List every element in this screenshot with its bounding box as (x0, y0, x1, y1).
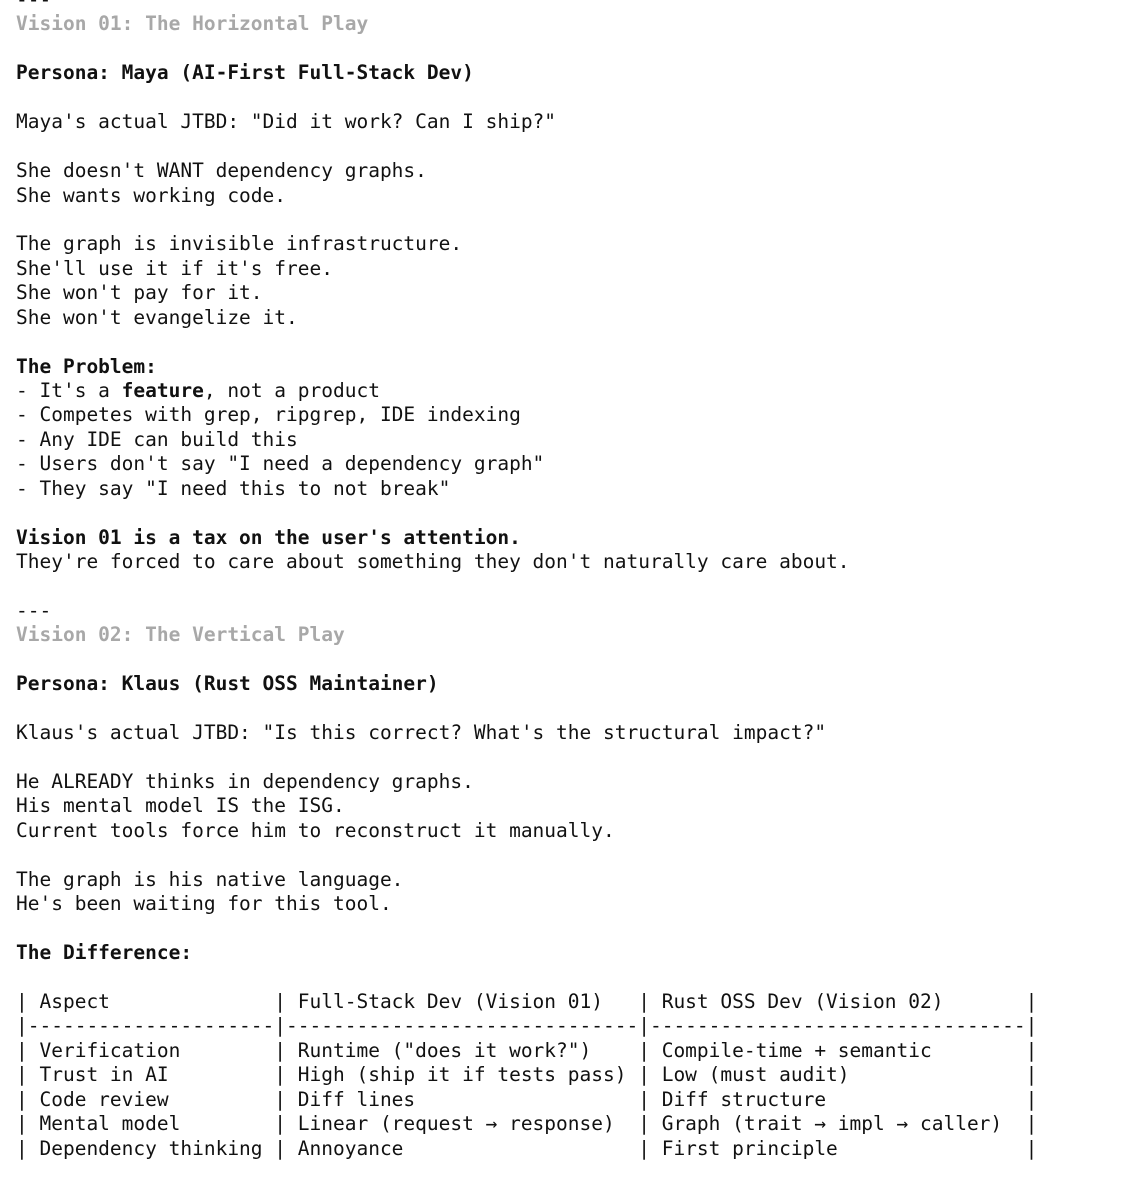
vision-1-conclusion: They're forced to care about something they don't naturally care about. (16, 550, 850, 574)
problem-item-suffix: , not a product (203, 379, 380, 402)
problem-item: - Competes with grep, ripgrep, IDE indexing (16, 403, 521, 427)
table-row: | Code review | Diff lines | Diff structure | (16, 1087, 1038, 1111)
vision-2-jtbd: Klaus's actual JTBD: "Is this correct? What's the structural impact?" (16, 721, 827, 745)
vision-2-line: He's been waiting for this tool. (16, 892, 392, 916)
vision-1-line: She wants working code. (16, 183, 287, 207)
table-row: | Trust in AI | High (ship it if tests pass) | Low (must audit) | (16, 1063, 1038, 1087)
table-row: | Dependency thinking | Annoyance | First principle | (16, 1136, 1038, 1160)
difference-heading: The Difference: (16, 941, 193, 965)
vision-1-line: She'll use it if it's free. (16, 256, 333, 280)
vision-2-line: He ALREADY thinks in dependency graphs. (16, 770, 474, 793)
vision-2-line: His mental model IS the ISG. (16, 794, 345, 818)
problem-heading: The Problem: (16, 354, 157, 378)
table-row: | Verification | Runtime ("does it work?") | Compile-time + semantic | (16, 1038, 1038, 1062)
vision-1-line: She won't evangelize it. (16, 305, 298, 329)
problem-item (16, 379, 1132, 403)
comparison-table (16, 990, 1132, 1161)
problem-item: - Users don't say "I need a dependency graph" (16, 452, 545, 476)
vision-1-persona: Persona: Maya (AI-First Full-Stack Dev) (16, 61, 474, 85)
problem-item: - They say "I need this to not break" (16, 476, 451, 500)
vision-1-line: She won't pay for it. (16, 281, 263, 305)
table-divider: |---------------------|------------------------------|--------------------------------| (16, 1014, 1038, 1038)
problem-item-prefix: - It's a (16, 379, 122, 402)
vision-2-title: Vision 02: The Vertical Play (16, 623, 345, 647)
vision-1-jtbd: Maya's actual JTBD: "Did it work? Can I ship?" (16, 110, 557, 134)
separator-middle: --- (16, 598, 52, 622)
vision-1-title: Vision 01: The Horizontal Play (16, 12, 369, 36)
vision-2-line: The graph is his native language. (16, 867, 404, 891)
vision-1-line: She doesn't WANT dependency graphs. (16, 159, 427, 183)
problem-item-bold: feature (121, 379, 204, 402)
table-row: | Mental model | Linear (request → response) | Graph (trait → impl → caller) | (16, 1112, 1038, 1136)
vision-1-line: The graph is invisible infrastructure. (16, 232, 463, 256)
vision-1-conclusion-bold: Vision 01 is a tax on the user's attention. (16, 525, 521, 549)
table-header: | Aspect | Full-Stack Dev (Vision 01) | Rust OSS Dev (Vision 02) | (16, 989, 1038, 1013)
vision-2-persona: Persona: Klaus (Rust OSS Maintainer) (16, 672, 439, 696)
separator-top (16, 0, 1132, 12)
problem-item: - Any IDE can build this (16, 427, 298, 451)
vision-2-line: Current tools force him to reconstruct it manually. (16, 818, 615, 842)
